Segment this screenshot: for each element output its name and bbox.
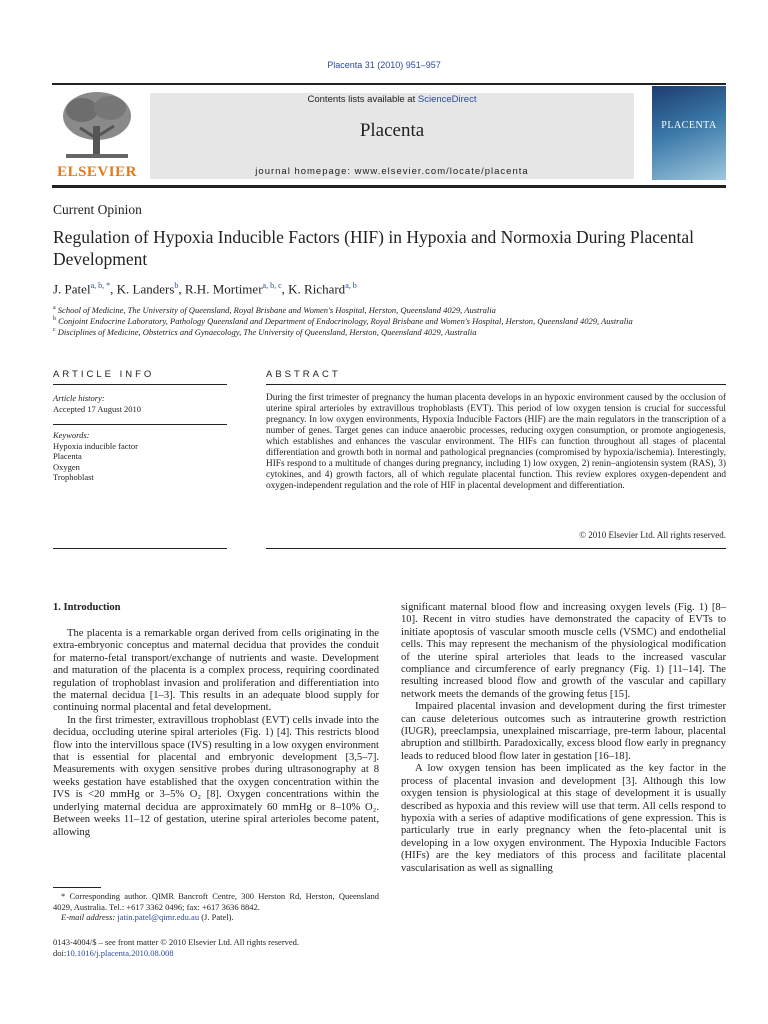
body-right-column <box>401 602 726 875</box>
affiliation-text: School of Medicine, The University of Queensland, Royal Brisbane and Women's Hospital, Herston, Queensland 4029, Australia <box>57 305 496 315</box>
accepted-date: Accepted 17 August 2010 <box>53 403 142 414</box>
keyword: Placenta <box>53 451 82 461</box>
journal-cover-image <box>652 86 726 180</box>
front-matter <box>53 937 299 959</box>
journal-cover-title: PLACENTA <box>661 120 717 131</box>
corresponding-author-footnote <box>53 891 379 923</box>
abstract-rule <box>266 384 726 385</box>
email-link[interactable]: jatin.patel@qimr.edu.au <box>117 912 200 922</box>
article-info-heading: ARTICLE INFO <box>53 369 155 380</box>
article-title: Regulation of Hypoxia Inducible Factors (HIF) in Hypoxia and Normoxia During Placental Development <box>53 227 695 269</box>
body-left-column <box>53 628 379 839</box>
author-affiliation-marks[interactable]: b <box>174 281 179 290</box>
issn-line: 0143-4004/$ – see front matter © 2010 Elsevier Ltd. All rights reserved. <box>53 937 300 947</box>
keyword: Oxygen <box>53 461 80 472</box>
abstract-text: During the first trimester of pregnancy the human placenta develops in an hypoxic environment caused by the occlusion of uterine spiral arterioles by extravillous trophoblasts (EVT). This period of low oxygen tension is crucial for successful pregnancy. In low oxygen environments, Hypoxia Inducible Factors (HIF) are the main regulators in the transcription of a number of genes. Target genes can induce anaerobic processes, reducing oxygen consumption, or promote angiogenesis, which establishes and enhances the vascular environment. The HIFs can function throughout all stages of placental differentiation and growth both in normal and pathological pregnancies (compromised by hypoxia/ischemia). Interestingly, HIFs respond to a multitude of changes during pregnancy, including 1) low oxygen, 2) renin–angiotensin system (RAS), 3) cytokines, and 4) growth factors, all of which regulate placental function. This review explores oxygen-dependent and oxygen-independent regulation and the role of HIF in placental development and differentiation. <box>266 393 726 491</box>
doi-label: doi: <box>53 948 67 958</box>
affiliation-mark: c <box>53 327 56 334</box>
header-top-rule <box>52 83 726 85</box>
affiliation-mark: a <box>53 305 56 312</box>
body-paragraph: The placenta is a remarkable organ derived from cells originating in the extra-embryonic conceptus and maternal decidua that provides the conduit for materno-fetal transport/exchange of nutrients and waste. Development and maturation of the placenta is a complex process, requiring coordinated regulation of trophoblast invasion and proliferation and differentiation into the maternal decidua [1–3]. This results in an adequate blood supply for continuing normal placental and fetal development. <box>53 628 379 714</box>
author-list: J. Patel$^{a, b, *}$, K. Landers$^b$, R.H. Mortimer$^{a, b, c}$, K. Richard$^{a, b}$ <box>53 281 357 297</box>
affiliation <box>53 327 476 337</box>
abstract-heading: ABSTRACT <box>266 369 341 380</box>
sciencedirect-link[interactable]: ScienceDirect <box>417 94 477 105</box>
author-affiliation-marks[interactable]: a, b <box>345 281 357 290</box>
article-section-type: Current Opinion <box>53 202 142 217</box>
article-info-bottom-rule <box>53 548 227 549</box>
abstract-bottom-rule <box>266 548 726 549</box>
keyword: Hypoxia inducible factor <box>53 440 138 451</box>
author-name[interactable]: R.H. Mortimer <box>184 281 263 297</box>
keywords-label: Keywords: <box>53 430 90 440</box>
abstract-copyright: © 2010 Elsevier Ltd. All rights reserved. <box>579 530 726 540</box>
journal-citation: Placenta 31 (2010) 951–957 <box>327 60 441 70</box>
email-line <box>53 912 379 923</box>
keyword: Trophoblast <box>53 472 94 482</box>
author-name[interactable]: J. Patel <box>53 281 91 297</box>
body-paragraph: Impaired placental invasion and development during the first trimester can cause deleterious outcomes such as intrauterine growth restriction (IUGR), preeclampsia, unexplained miscarriage, pre-term labour, placental abruption and stillbirth. Paradoxically, excess blood flow early in pregnancy leads to reduced blood flow later in gestation [16–18]. <box>401 701 726 762</box>
footnote-rule <box>53 887 101 888</box>
doi-line <box>53 948 299 959</box>
corresponding-author: * Corresponding author. QIMR Bancroft Centre, 300 Herston Rd, Herston, Queensland 4029, Australia. Tel.: +617 3362 0496; fax: +617 3636 8842. <box>53 891 379 912</box>
author-affiliation-marks[interactable]: a, b, * <box>90 281 111 290</box>
contents-line <box>150 94 634 105</box>
affiliation <box>53 305 496 315</box>
contents-prefix: Contents lists available at <box>307 94 418 105</box>
author-name[interactable]: K. Richard <box>288 281 346 297</box>
email-suffix: (J. Patel). <box>199 912 234 922</box>
author-name[interactable]: K. Landers <box>116 281 175 297</box>
keywords-block <box>53 430 227 483</box>
article-history <box>53 393 227 414</box>
journal-homepage[interactable]: journal homepage: www.elsevier.com/locate/placenta <box>255 166 529 177</box>
affiliation-mark: b <box>53 316 56 323</box>
body-paragraph: A low oxygen tension has been implicated as the key factor in the process of placental invasion and development [3]. Although this low oxygen tension is physiological at this stage of development it is usually described as hypoxia and this review will use that term. All cells respond to hypoxia with a series of adaptive modifications of gene expression. This is particularly true in early pregnancy when the feto-placental unit is developing in a low oxygen environment. The Hypoxia Inducible Factors (HIFs) are the key mediators of this process and facilitate placental vascularisation as well as signalling <box>401 763 726 874</box>
body-paragraph: In the first trimester, extravillous trophoblast (EVT) cells invade into the decidua, occluding uterine spiral arterioles (Fig. 1) [4]. This restricts blood flow into the intervillous space (IVS) resulting in a low oxygen environment that is essential for placental and embryonic development [3,5–7]. Measurements with oxygen sensitive probes during ultrasonography at 8 weeks gestation have established that the oxygen concentration within the IVS is <20 mmHg or 3–5% O₂ [8]. Oxygen concentrations within the underlying maternal decidua are approximately 60 mmHg or 8–10% O₂. Between weeks 11–12 of gestation, uterine spiral arterioles become patent, allowing <box>53 714 379 838</box>
header-bottom-rule <box>52 185 726 188</box>
doi-link[interactable]: 10.1016/j.placenta.2010.08.008 <box>66 948 174 958</box>
keywords-rule <box>53 424 227 425</box>
section-heading-introduction: 1. Introduction <box>53 602 121 613</box>
publisher-wordmark: ELSEVIER <box>57 164 137 180</box>
affiliation-text: Disciplines of Medicine, Obstetrics and Gynaecology, The University of Queensland, Herston, Queensland 4029, Australia <box>57 327 477 337</box>
author-affiliation-marks[interactable]: a, b, c <box>262 281 282 290</box>
affiliation-text: Conjoint Endocrine Laboratory, Pathology Queensland and Department of Endocrinology, Royal Brisbane and Women's Hospital, Herston, Queensland 4029, Australia <box>58 316 633 326</box>
history-label: Article history: <box>53 393 105 403</box>
journal-title: Placenta <box>359 120 425 141</box>
email-label: E-mail address: <box>61 912 118 922</box>
article-info-rule <box>53 384 227 385</box>
affiliation <box>53 316 633 326</box>
body-paragraph: significant maternal blood flow and increasing oxygen levels (Fig. 1) [8–10]. Recent in vitro studies have demonstrated the capacity of EVTs to initiate apoptosis of vascular smooth muscle cells (VSMC) and endothelial cells. This may represent the mechanism of the physiological modification of the uterine spiral arterioles that leads to the increased vascular compliance and circumference of early pregnancy (Fig. 1) [11–14]. The resulting increased blood flow and growth of the vascular and capillary network meets the demands of the growing fetus [15]. <box>401 602 726 700</box>
